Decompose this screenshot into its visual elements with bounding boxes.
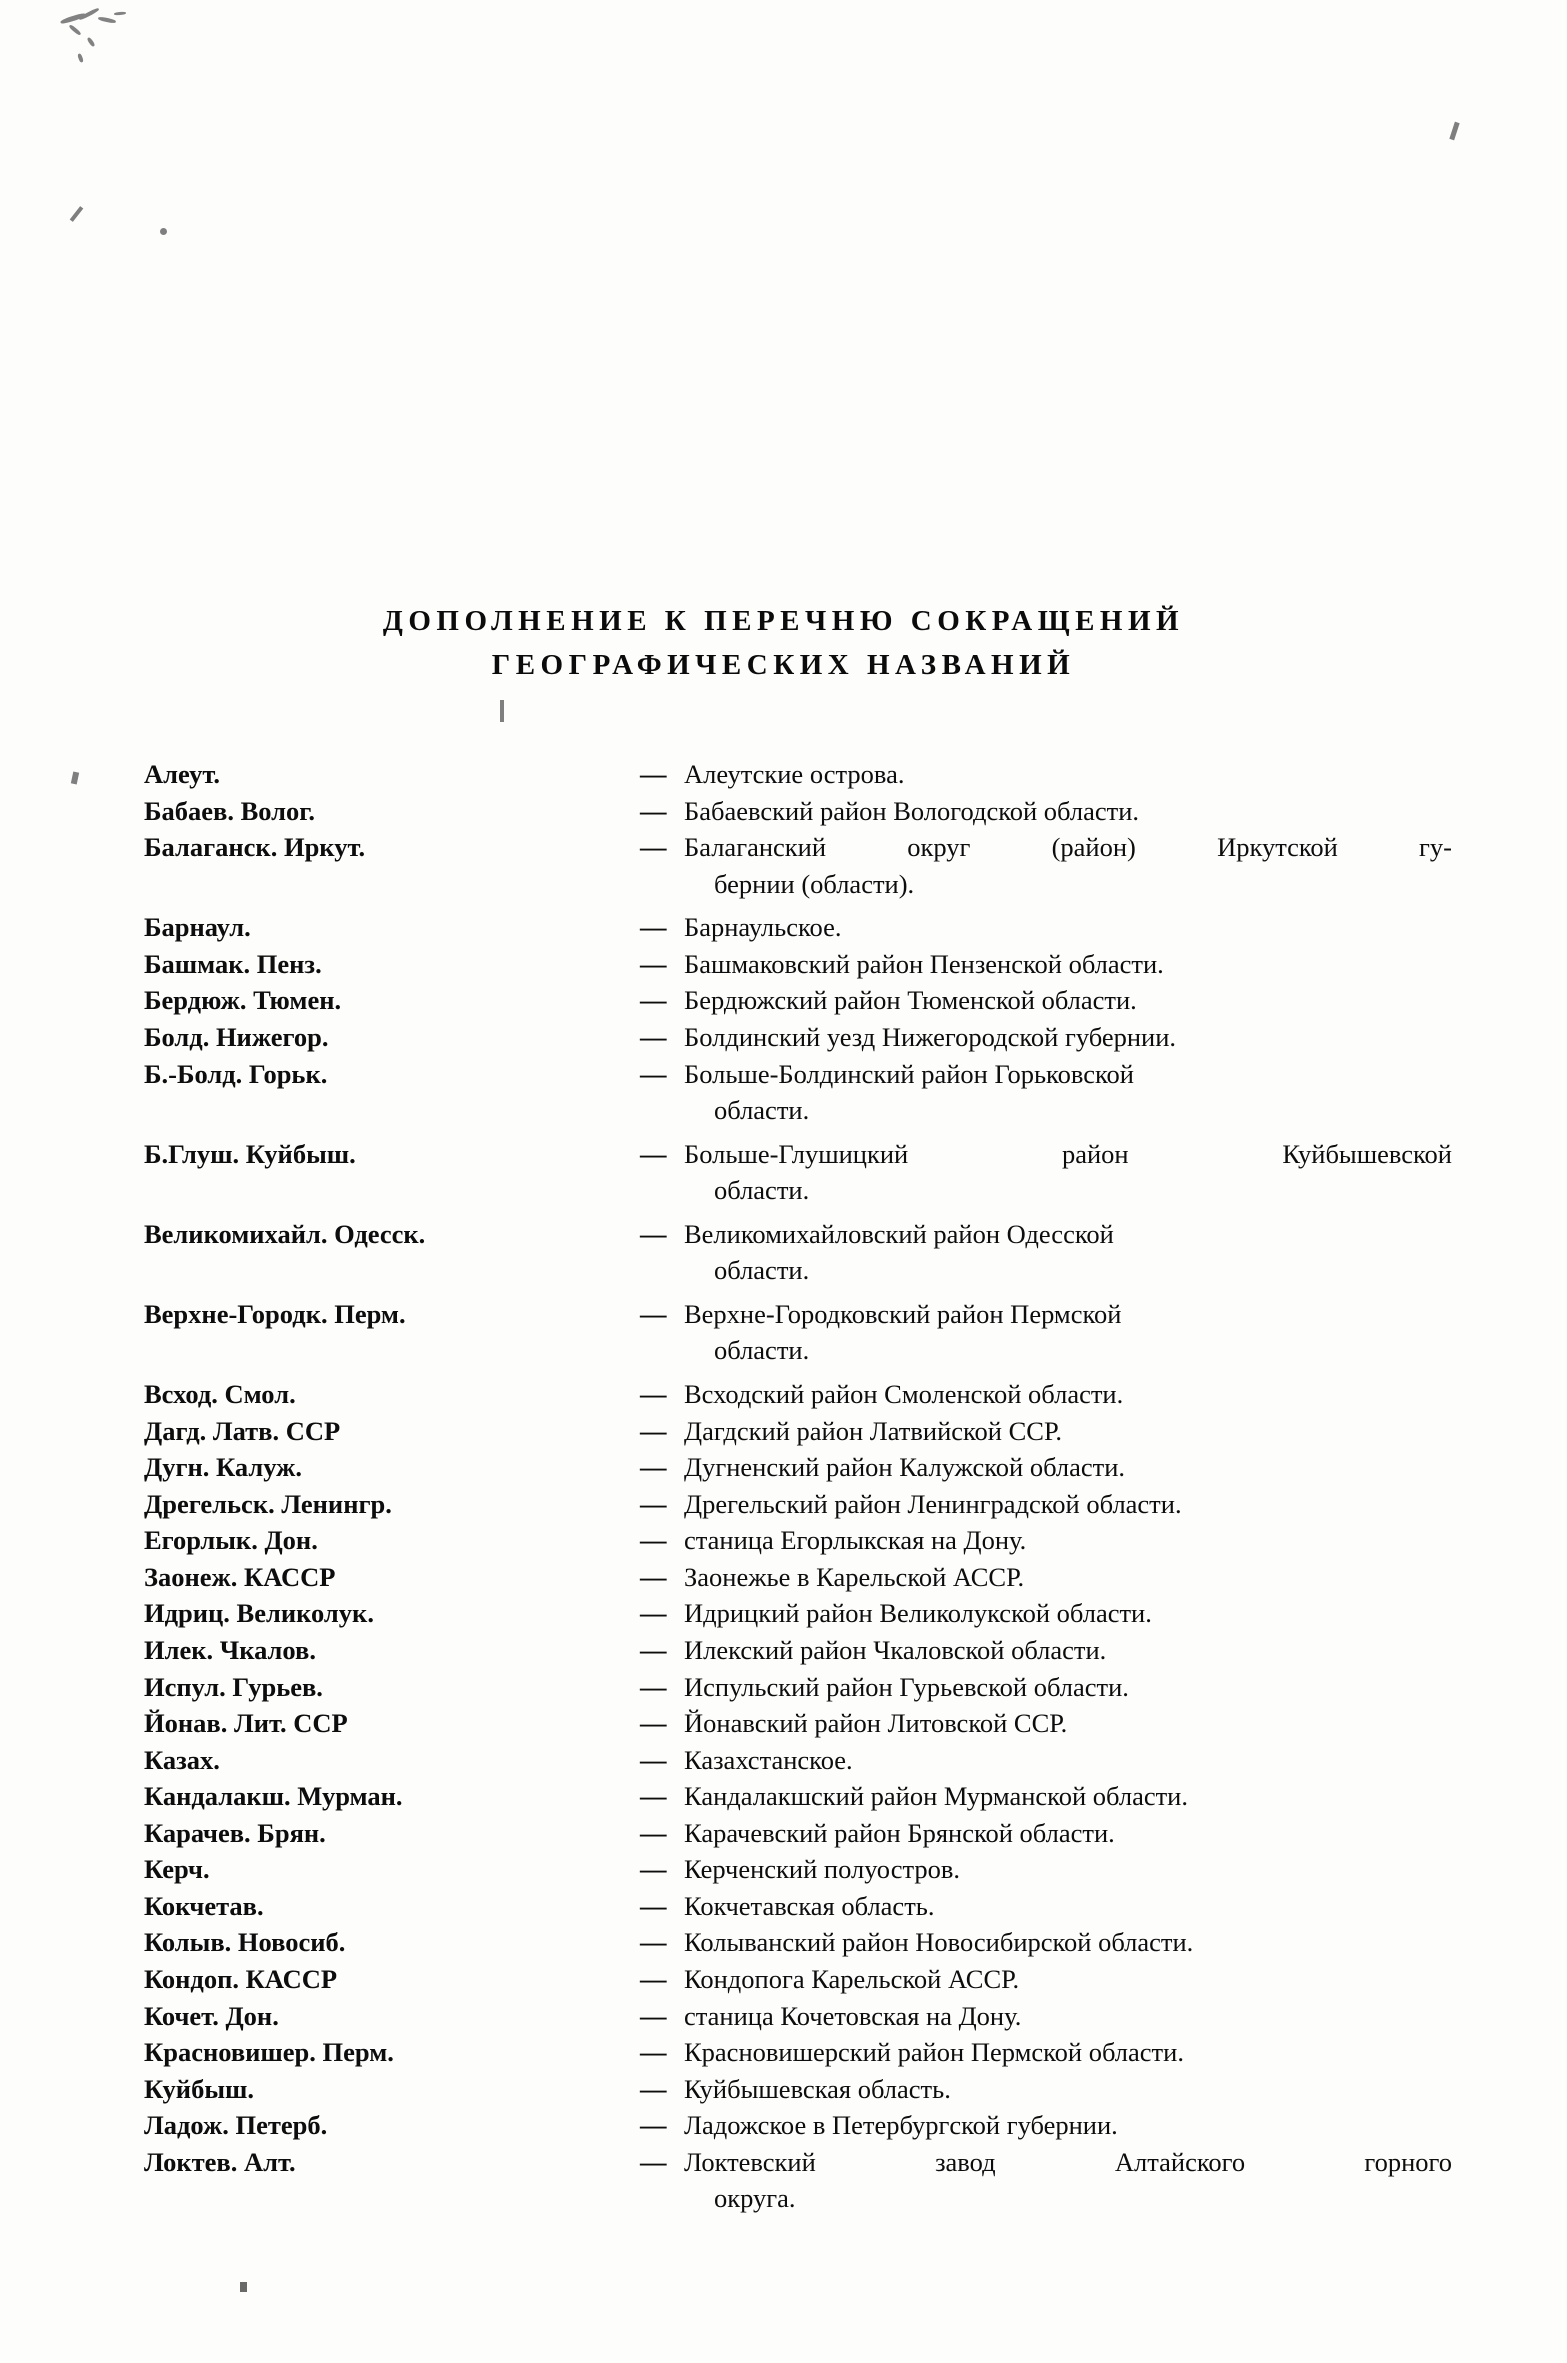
entry-definition [684,909,1452,946]
entry-definition-line-1: Дугненский район Калужской области. [684,1452,1126,1483]
entry-definition-line-1: Испульский район Гурьевской области. [684,1671,1129,1702]
list-item [132,1924,1452,1961]
entry-definition-line-1: Башмаковский район Пензенской области. [684,948,1164,979]
entry-definition [684,1559,1452,1596]
entry-term: Илек. Чкалов. [144,1634,316,1665]
entry-term: Колыв. Новосиб. [144,1927,346,1958]
list-item [132,1888,1452,1925]
entry-term: Егорлык. Дон. [144,1525,318,1556]
entry-definition-line-2: бернии (области). [714,868,915,899]
entry-definition-line-1: Куйбышевская область. [684,2073,951,2104]
entry-definition-line-1: Великомихайловский район Одесской [684,1218,1114,1249]
entry-term: Б.-Болд. Горьк. [144,1058,328,1089]
entry-dash: — [640,948,667,979]
entry-definition [684,756,1452,793]
scan-artifact-center-mark [500,700,504,722]
list-item [132,1742,1452,1779]
entry-term: Карачев. Брян. [144,1817,326,1848]
list-item [132,946,1452,983]
list-item [132,1296,1452,1369]
entry-definition-line-1: Казахстанское. [684,1744,853,1775]
scan-artifact-left-c [71,772,79,785]
entry-definition [684,1924,1452,1961]
entry-definition-line-1: Илекский район Чкаловской области. [684,1634,1107,1665]
entry-term: Б.Глуш. Куйбыш. [144,1138,356,1169]
entry-definition [684,1778,1452,1815]
entry-dash: — [640,1525,667,1556]
list-item [132,909,1452,946]
entry-definition [684,2144,1452,2217]
entry-dash: — [640,1058,667,1089]
list-item [132,793,1452,830]
entry-definition [684,1595,1452,1632]
entry-dash: — [640,759,667,789]
entry-term: Кандалакш. Мурман. [144,1781,403,1812]
list-item [132,982,1452,1019]
entry-term: Локтев. Алт. [144,2146,296,2177]
entry-term: Всход. Смол. [144,1379,296,1409]
entry-term: Верхне-Городк. Перм. [144,1298,406,1329]
list-item [132,1522,1452,1559]
entry-dash: — [640,1218,667,1249]
entry-definition-line-1: Алеутские острова. [684,759,905,789]
entry-term: Казах. [144,1744,220,1775]
entry-term: Испул. Гурьев. [144,1671,323,1702]
entry-definition-line-1: станица Кочетовская на Дону. [684,2000,1022,2031]
entry-definition [684,1136,1452,1209]
scan-artifact-left-b [160,228,167,235]
entry-dash: — [640,832,667,863]
entry-definition-line-2: области. [714,1255,810,1286]
entry-dash: — [640,2037,667,2068]
scan-artifact-left-a [70,206,84,222]
entry-term: Дрегельск. Ленингр. [144,1488,392,1519]
entry-dash: — [640,2073,667,2104]
list-item [132,1961,1452,1998]
entry-definition-line-1: Больше-Болдинский район Горьковской [684,1058,1134,1089]
entry-definition [684,946,1452,983]
entry-term: Башмак. Пенз. [144,948,322,979]
entry-definition [684,1486,1452,1523]
list-item [132,2071,1452,2108]
entry-definition-line-1: Локтевский завод Алтайского горного [684,2146,1452,2177]
list-item [132,1705,1452,1742]
entry-definition [684,1056,1452,1129]
list-item [132,1595,1452,1632]
entry-term: Куйбыш. [144,2073,255,2104]
entry-dash: — [640,985,667,1016]
entry-definition-line-2: области. [714,1175,810,1206]
list-item [132,1376,1452,1413]
entry-definition-line-1: Больше-Глушицкий район Куйбышевской [684,1138,1452,1169]
entry-dash: — [640,1927,667,1958]
entry-definition-line-1: Дрегельский район Ленинградской области. [684,1488,1182,1519]
scan-artifact-top-right [1449,122,1459,141]
entry-term: Балаганск. Иркут. [144,832,366,863]
entry-definition [684,1742,1452,1779]
entry-definition [684,829,1452,902]
list-item [132,2144,1452,2217]
list-item [132,1216,1452,1289]
entry-dash: — [640,1634,667,1665]
entry-dash: — [640,1744,667,1775]
entry-dash: — [640,1452,667,1483]
list-item [132,1449,1452,1486]
entry-term: Керч. [144,1854,210,1885]
entry-term: Барнаул. [144,912,251,943]
entry-definition-line-1: Идрицкий район Великолукской области. [684,1598,1152,1629]
entry-definition [684,793,1452,830]
list-item [132,1019,1452,1056]
entry-term: Болд. Нижегор. [144,1021,329,1052]
entry-definition-line-2: округа. [714,2183,796,2214]
entry-definition-line-2: области. [714,1335,810,1366]
entry-dash: — [640,1854,667,1885]
entry-dash: — [640,1379,667,1409]
list-item [132,1632,1452,1669]
entry-dash: — [640,1781,667,1812]
entry-dash: — [640,1890,667,1921]
entry-dash: — [640,1138,667,1169]
entry-definition [684,2107,1452,2144]
entry-definition [684,1413,1452,1450]
entry-term: Заонеж. КАССР [144,1561,336,1592]
entry-definition-line-1: Колыванский район Новосибирской области. [684,1927,1194,1958]
entry-term: Бабаев. Волог. [144,795,315,826]
entry-dash: — [640,1488,667,1519]
entry-definition [684,982,1452,1019]
entry-definition [684,1888,1452,1925]
entry-term: Кондоп. КАССР [144,1964,338,1994]
list-item [132,1486,1452,1523]
list-item [132,1815,1452,1852]
list-item [132,2034,1452,2071]
entry-definition-line-1: Дагдский район Латвийской ССР. [684,1415,1063,1446]
list-item [132,1669,1452,1706]
entry-dash: — [640,1561,667,1592]
title-line-2: ГЕОГРАФИЧЕСКИХ НАЗВАНИЙ [491,648,1076,681]
entry-dash: — [640,795,667,826]
entry-definition [684,1961,1452,1998]
entry-definition-line-1: Ладожское в Петербургской губернии. [684,2110,1118,2141]
entry-definition-line-1: Болдинский уезд Нижегородской губернии. [684,1021,1177,1052]
entry-definition-line-1: Керченский полуостров. [684,1854,961,1885]
entry-dash: — [640,2110,667,2141]
entry-term: Красновишер. Перм. [144,2037,394,2068]
entry-definition-line-1: Кокчетавская область. [684,1890,935,1921]
entry-definition [684,1998,1452,2035]
entry-term: Ладож. Петерб. [144,2110,328,2141]
entry-term: Йонав. Лит. ССР [144,1708,348,1739]
entry-term: Дагд. Латв. ССР [144,1415,341,1446]
entry-dash: — [640,1817,667,1848]
list-item [132,1851,1452,1888]
entry-dash: — [640,1671,667,1702]
entry-definition-line-1: Балаганский округ (район) Иркутской гу- [684,832,1452,863]
entry-definition [684,1851,1452,1888]
entry-definition-line-1: Бабаевский район Вологодской области. [684,795,1140,826]
entry-definition [684,1669,1452,1706]
entry-definition [684,1019,1452,1056]
entry-dash: — [640,1598,667,1629]
entry-term: Кочет. Дон. [144,2000,279,2031]
entry-definition-line-1: Верхне-Городковский район Пермской [684,1298,1122,1329]
entry-definition [684,1815,1452,1852]
entry-dash: — [640,1708,667,1739]
entry-dash: — [640,912,667,943]
list-item [132,1056,1452,1129]
entry-definition [684,1632,1452,1669]
entry-dash: — [640,2146,667,2177]
entry-definition [684,1449,1452,1486]
list-item [132,829,1452,902]
entry-definition [684,2034,1452,2071]
list-item [132,1413,1452,1450]
entry-definition-line-1: Всходский район Смоленской области. [684,1379,1124,1409]
scan-artifact-bottom [240,2282,247,2292]
list-item [132,1778,1452,1815]
entry-dash: — [640,1298,667,1329]
entry-definition-line-1: Заонежье в Карельской АССР. [684,1561,1025,1592]
scan-artifact-top-left [58,10,148,68]
list-item [132,1559,1452,1596]
entry-definition [684,2071,1452,2108]
entry-term: Идриц. Великолук. [144,1598,374,1629]
list-item [132,1998,1452,2035]
entry-term: Кокчетав. [144,1890,264,1921]
entry-definition-line-1: станица Егорлыкская на Дону. [684,1525,1027,1556]
list-item [132,2107,1452,2144]
entry-term: Алеут. [144,759,221,789]
entry-definition [684,1296,1452,1369]
entry-definition-line-1: Бердюжский район Тюменской области. [684,985,1137,1016]
list-item [132,1136,1452,1209]
entry-definition [684,1216,1452,1289]
entry-definition [684,1705,1452,1742]
entry-definition-line-2: области. [714,1095,810,1126]
entry-definition-line-1: Красновишерский район Пермской области. [684,2037,1184,2068]
entry-definition [684,1376,1452,1413]
entry-definition-line-1: Карачевский район Брянской области. [684,1817,1115,1848]
entry-definition [684,1522,1452,1559]
entry-definition-line-1: Кандалакшский район Мурманской области. [684,1781,1188,1812]
entry-dash: — [640,1964,667,1994]
entry-dash: — [640,2000,667,2031]
abbreviation-list [132,756,1452,2217]
entry-dash: — [640,1415,667,1446]
entry-definition-line-1: Барнаульское. [684,912,842,943]
entry-definition-line-1: Кондопога Карельской АССР. [684,1964,1020,1994]
page-title [0,600,1567,687]
entry-definition-line-1: Йонавский район Литовской ССР. [684,1708,1068,1739]
title-line-1: ДОПОЛНЕНИЕ К ПЕРЕЧНЮ СОКРАЩЕНИЙ [382,605,1185,637]
entry-term: Бердюж. Тюмен. [144,985,342,1016]
entry-dash: — [640,1021,667,1052]
entry-term: Великомихайл. Одесск. [144,1218,426,1249]
list-item [132,756,1452,793]
entry-term: Дугн. Калуж. [144,1452,302,1483]
